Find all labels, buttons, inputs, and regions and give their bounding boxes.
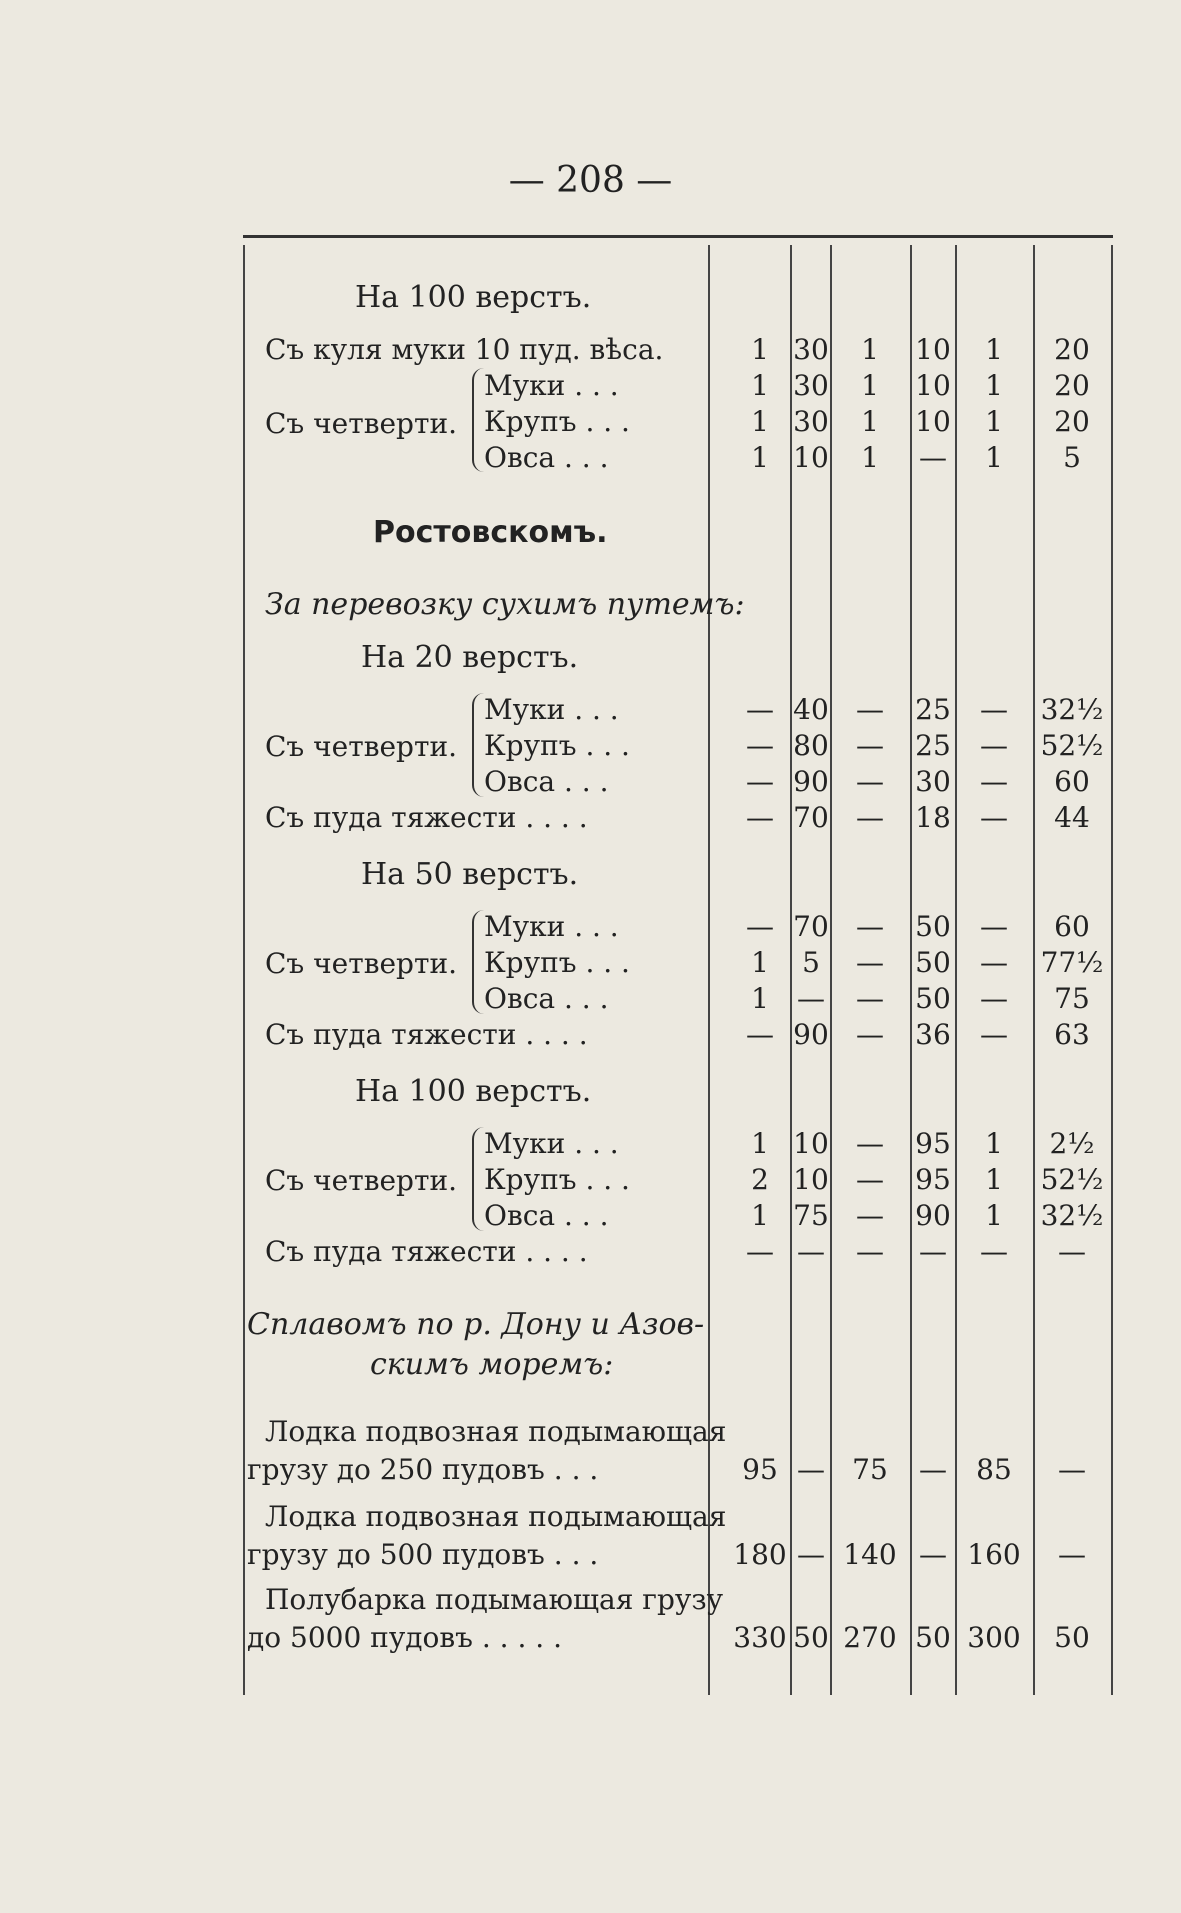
boat-label: Лодка подвозная подымающая — [265, 1415, 727, 1448]
table-cell: 75 — [1054, 982, 1090, 1015]
table-cell: 1 — [751, 441, 769, 474]
item-label: Овса . . . — [484, 1199, 609, 1232]
section-subtitle: За перевозку сухимъ путемъ: — [265, 587, 745, 622]
table-cell: — — [980, 946, 1008, 979]
table-cell: — — [856, 693, 884, 726]
table-cell: 1 — [751, 405, 769, 438]
table-cell: 50 — [915, 1621, 951, 1654]
table-cell: 5 — [802, 946, 820, 979]
section-title: скимъ моремъ: — [370, 1347, 614, 1382]
table-cell: — — [1058, 1453, 1086, 1486]
boat-label: грузу до 500 пудовъ . . . — [247, 1538, 599, 1571]
boat-label: Лодка подвозная подымающая — [265, 1500, 727, 1533]
table-cell: 330 — [733, 1621, 787, 1654]
table-cell: 1 — [985, 1163, 1003, 1196]
table-cell: 50 — [1054, 1621, 1090, 1654]
table-cell: 32½ — [1040, 693, 1104, 726]
table-cell: — — [919, 441, 947, 474]
table-cell: 20 — [1054, 369, 1090, 402]
table-cell: — — [856, 1127, 884, 1160]
table-cell: 32½ — [1040, 1199, 1104, 1232]
row-label: Съ четверти. — [265, 1164, 458, 1197]
table-cell: 40 — [793, 693, 829, 726]
table-cell: 95 — [915, 1163, 951, 1196]
item-label: Крупъ . . . — [484, 1163, 630, 1196]
table-cell: — — [856, 1163, 884, 1196]
table-cell: — — [856, 801, 884, 834]
table-cell: — — [746, 1235, 774, 1268]
table-cell: — — [856, 946, 884, 979]
item-label: Крупъ . . . — [484, 729, 630, 762]
table-cell: 60 — [1054, 765, 1090, 798]
table-cell: — — [980, 729, 1008, 762]
table-cell: 300 — [967, 1621, 1021, 1654]
table-cell: 2 — [751, 1163, 769, 1196]
top-rule — [243, 235, 1113, 238]
table-cell: — — [746, 765, 774, 798]
table-cell: 1 — [985, 441, 1003, 474]
table-cell: 1 — [861, 441, 879, 474]
table-cell: — — [856, 1235, 884, 1268]
table-cell: — — [746, 910, 774, 943]
table-cell: 1 — [985, 405, 1003, 438]
table-cell: 30 — [793, 333, 829, 366]
table-cell: 5 — [1063, 441, 1081, 474]
table-cell: 1 — [751, 1127, 769, 1160]
table-cell: — — [980, 1018, 1008, 1051]
table-cell: 270 — [843, 1621, 897, 1654]
table-cell: — — [1058, 1538, 1086, 1571]
table-cell: — — [746, 693, 774, 726]
table-cell: 75 — [852, 1453, 888, 1486]
section-header: На 100 верстъ. — [355, 280, 592, 315]
table-cell: 77½ — [1040, 946, 1104, 979]
table-cell: 1 — [751, 369, 769, 402]
row-label: Съ пуда тяжести . . . . — [265, 801, 588, 834]
table-cell: 10 — [915, 333, 951, 366]
table-cell: 160 — [967, 1538, 1021, 1571]
table-cell: 10 — [915, 405, 951, 438]
table-cell: 20 — [1054, 405, 1090, 438]
item-label: Овса . . . — [484, 441, 609, 474]
row-label: Съ четверти. — [265, 407, 458, 440]
row-label: Съ четверти. — [265, 730, 458, 763]
table-cell: — — [797, 1235, 825, 1268]
column-rule — [243, 245, 245, 1695]
table-cell: 1 — [985, 369, 1003, 402]
table-cell: 70 — [793, 801, 829, 834]
boat-label: Полубарка подымающая грузу — [265, 1583, 724, 1616]
table-cell: 30 — [793, 405, 829, 438]
table-cell: 75 — [793, 1199, 829, 1232]
table-cell: — — [856, 1199, 884, 1232]
table-cell: 1 — [985, 333, 1003, 366]
table-cell: 1 — [751, 1199, 769, 1232]
table-cell: 95 — [742, 1453, 778, 1486]
boat-label: до 5000 пудовъ . . . . . — [247, 1621, 562, 1654]
table-cell: — — [1058, 1235, 1086, 1268]
table-cell: 95 — [915, 1127, 951, 1160]
table-cell: — — [797, 1538, 825, 1571]
table-cell: 10 — [793, 1163, 829, 1196]
table-cell: — — [746, 801, 774, 834]
table-cell: 1 — [861, 333, 879, 366]
table-cell: — — [980, 1235, 1008, 1268]
table-cell: — — [856, 982, 884, 1015]
table-cell: 10 — [793, 441, 829, 474]
table-cell: 10 — [915, 369, 951, 402]
table-cell: 52½ — [1040, 1163, 1104, 1196]
item-label: Муки . . . — [484, 1127, 619, 1160]
table-cell: 80 — [793, 729, 829, 762]
page-number: — 208 — — [508, 160, 673, 201]
table-cell: — — [980, 801, 1008, 834]
table-cell: 90 — [915, 1199, 951, 1232]
row-label: Съ куля муки 10 пуд. вѣса. — [265, 333, 664, 366]
table-cell: 90 — [793, 765, 829, 798]
table-cell: — — [980, 693, 1008, 726]
boat-label: грузу до 250 пудовъ . . . — [247, 1453, 599, 1486]
table-cell: — — [980, 982, 1008, 1015]
table-cell: — — [856, 729, 884, 762]
table-cell: 60 — [1054, 910, 1090, 943]
table-cell: 50 — [915, 946, 951, 979]
row-label: Съ четверти. — [265, 947, 458, 980]
row-label: Съ пуда тяжести . . . . — [265, 1018, 588, 1051]
table-cell: 63 — [1054, 1018, 1090, 1051]
item-label: Муки . . . — [484, 693, 619, 726]
section-header: На 20 верстъ. — [361, 640, 579, 675]
table-cell: 140 — [843, 1538, 897, 1571]
item-label: Овса . . . — [484, 765, 609, 798]
brace — [472, 910, 484, 1014]
table-cell: — — [797, 982, 825, 1015]
table-cell: — — [797, 1453, 825, 1486]
table-cell: 50 — [915, 910, 951, 943]
table-cell: 18 — [915, 801, 951, 834]
section-title: Сплавомъ по р. Дону и Азов- — [247, 1307, 705, 1342]
brace — [472, 1127, 484, 1231]
table-cell: — — [919, 1235, 947, 1268]
table-cell: — — [919, 1538, 947, 1571]
table-cell: 2½ — [1049, 1127, 1095, 1160]
section-header: На 100 верстъ. — [355, 1074, 592, 1109]
table-cell: 1 — [751, 946, 769, 979]
table-cell: 30 — [915, 765, 951, 798]
brace — [472, 368, 484, 472]
table-cell: — — [856, 910, 884, 943]
table-cell: 20 — [1054, 333, 1090, 366]
table-cell: 1 — [751, 333, 769, 366]
column-rule — [708, 245, 710, 1695]
table-cell: 10 — [793, 1127, 829, 1160]
table-cell: 1 — [985, 1127, 1003, 1160]
brace — [472, 693, 484, 797]
table-cell: — — [746, 729, 774, 762]
table-cell: 30 — [793, 369, 829, 402]
item-label: Крупъ . . . — [484, 946, 630, 979]
table-cell: — — [980, 910, 1008, 943]
table-cell: — — [919, 1453, 947, 1486]
table-cell: 36 — [915, 1018, 951, 1051]
table-cell: 25 — [915, 693, 951, 726]
item-label: Муки . . . — [484, 910, 619, 943]
table-cell: 70 — [793, 910, 829, 943]
table-cell: 1 — [985, 1199, 1003, 1232]
table-cell: — — [980, 765, 1008, 798]
item-label: Муки . . . — [484, 369, 619, 402]
section-title: Ростовскомъ. — [373, 515, 608, 550]
section-header: На 50 верстъ. — [361, 857, 579, 892]
table-cell: 1 — [751, 982, 769, 1015]
table-cell: 1 — [861, 405, 879, 438]
table-cell: — — [746, 1018, 774, 1051]
table-cell: 90 — [793, 1018, 829, 1051]
item-label: Овса . . . — [484, 982, 609, 1015]
table-cell: 50 — [793, 1621, 829, 1654]
table-cell: — — [856, 1018, 884, 1051]
table-cell: 25 — [915, 729, 951, 762]
table-cell: 52½ — [1040, 729, 1104, 762]
table-cell: 180 — [733, 1538, 787, 1571]
table-cell: 44 — [1054, 801, 1090, 834]
item-label: Крупъ . . . — [484, 405, 630, 438]
table-cell: 1 — [861, 369, 879, 402]
table-cell: 50 — [915, 982, 951, 1015]
table-cell: — — [856, 765, 884, 798]
table-cell: 85 — [976, 1453, 1012, 1486]
row-label: Съ пуда тяжести . . . . — [265, 1235, 588, 1268]
